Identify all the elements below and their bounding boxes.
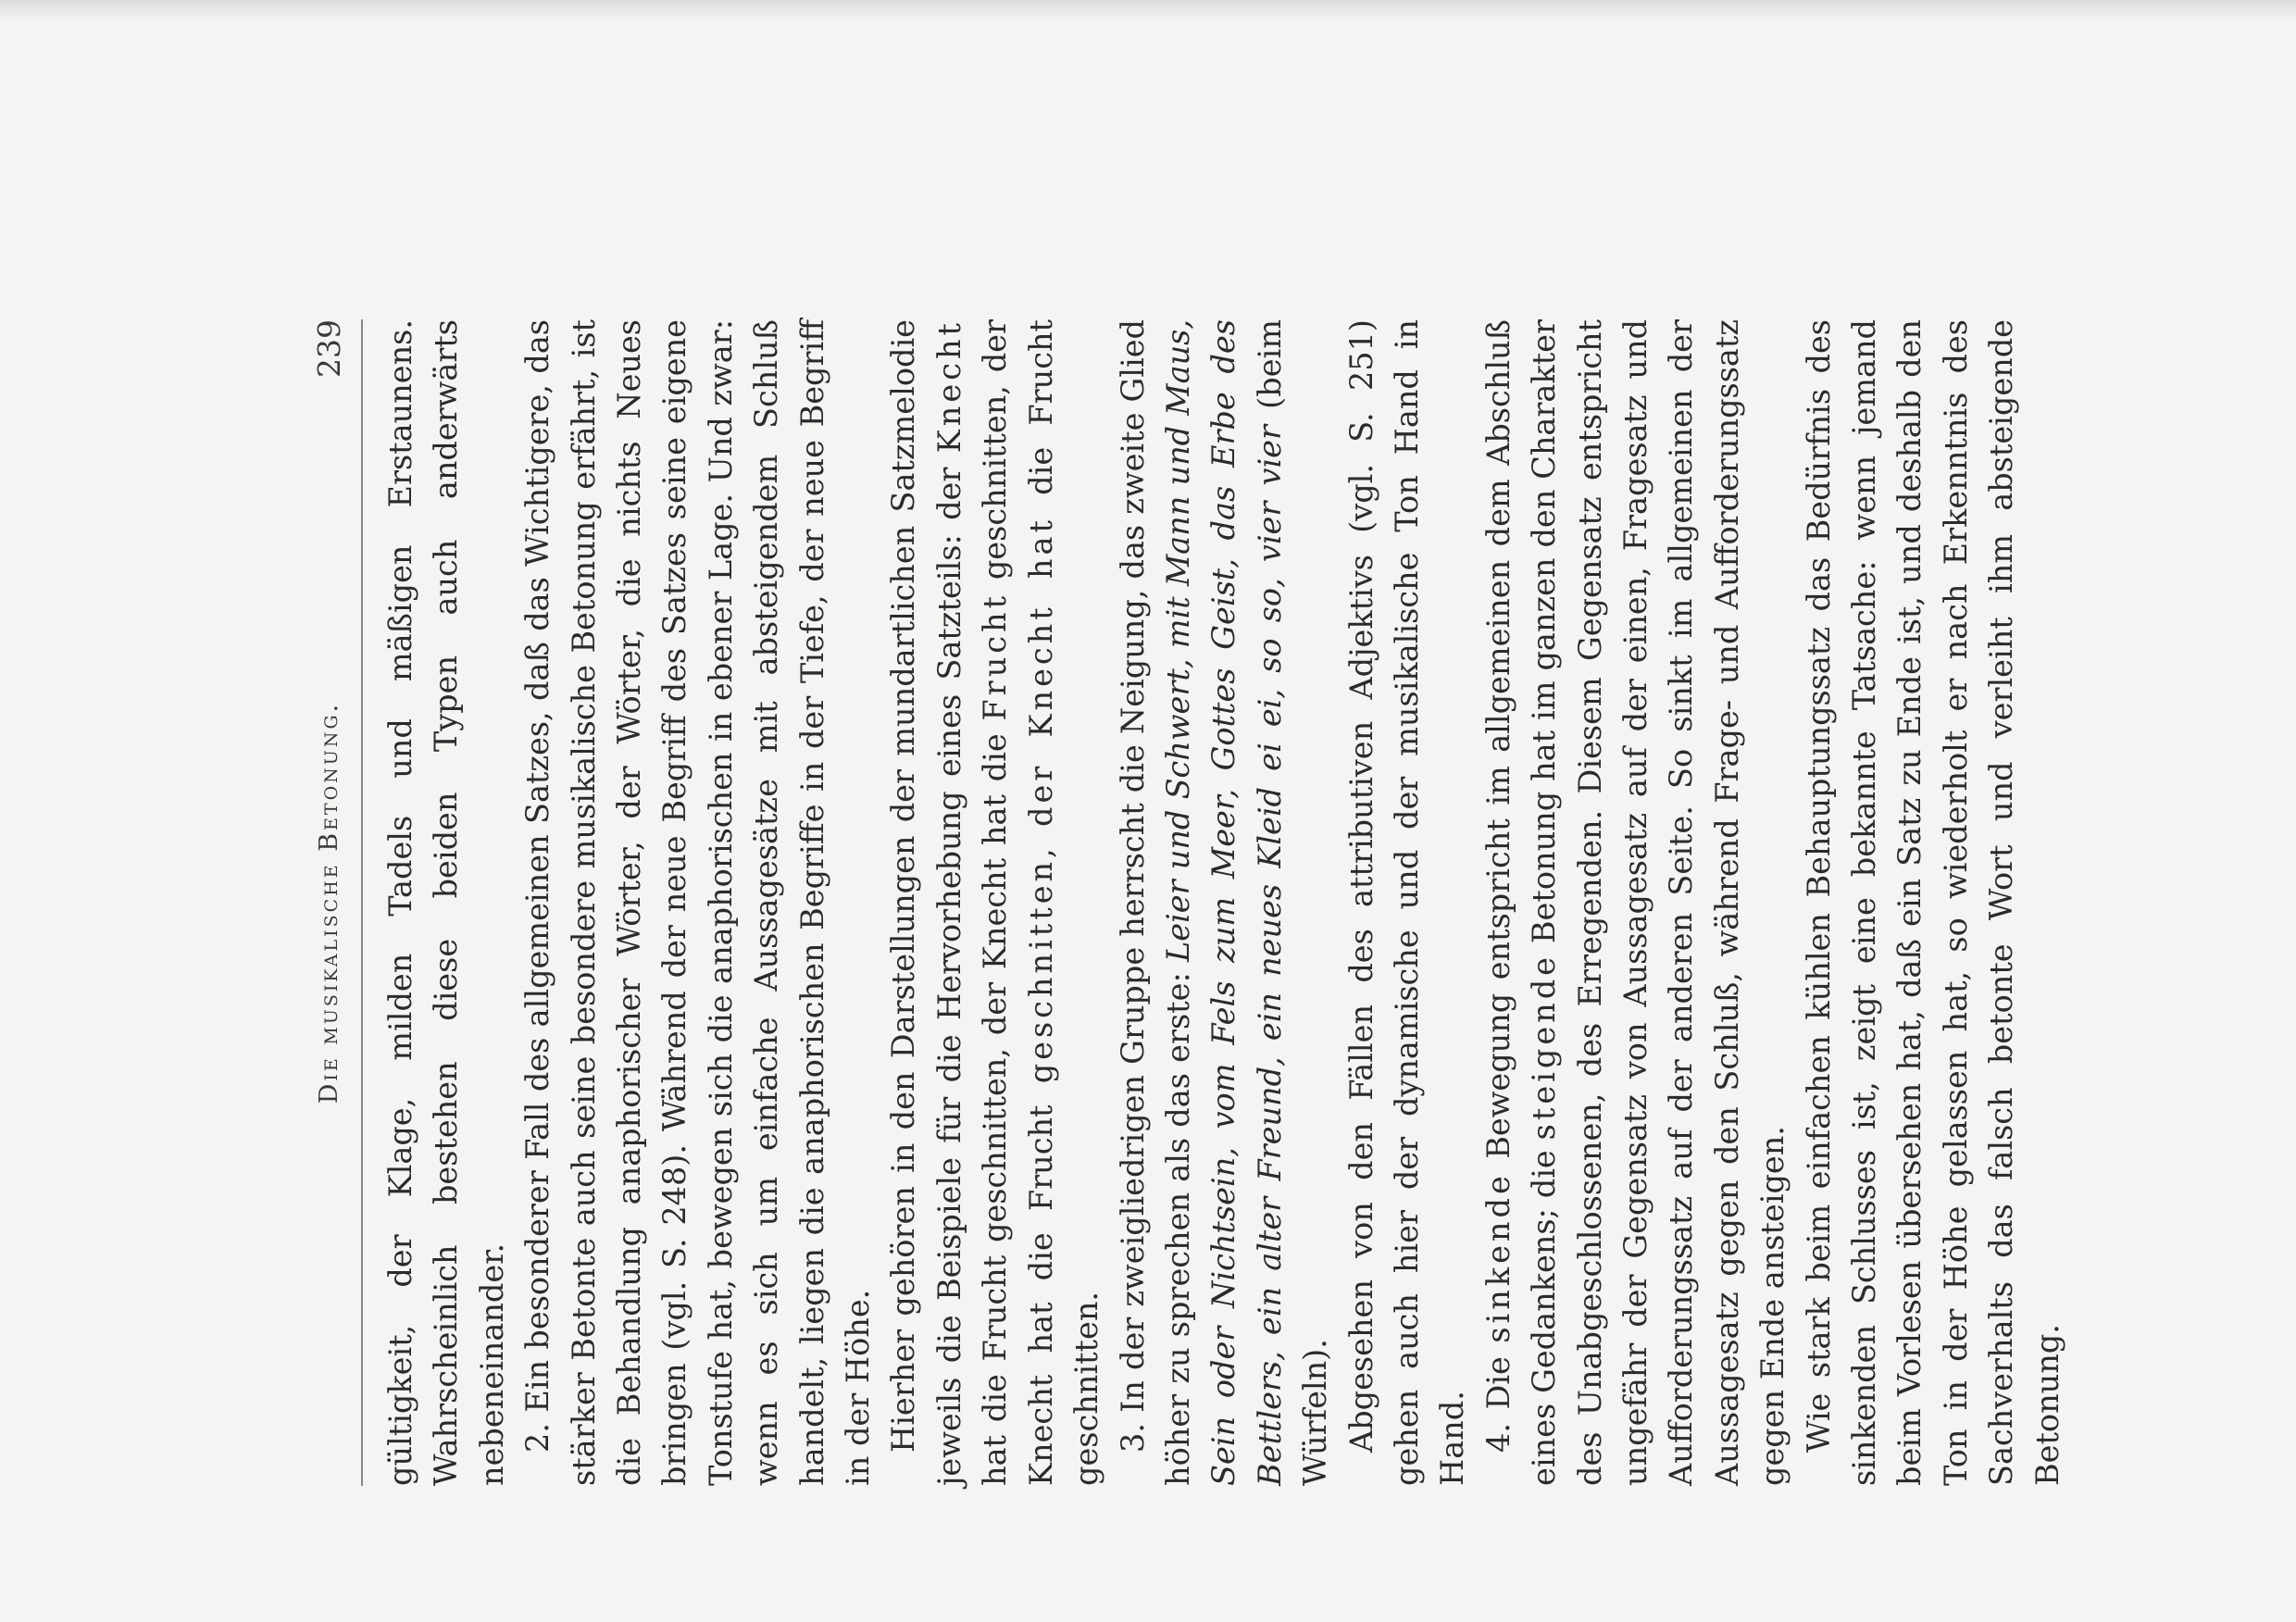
text-run: Abgesehen von den Fällen des attributiven Adjektivs (vgl. S. 251) gehen auch hier der dynamische und der musikalische Ton Hand in Hand. — [1342, 319, 1471, 1486]
spaced-text: steigende — [1526, 954, 1563, 1141]
body-text — [378, 319, 2070, 1486]
text-run: (beim Würfeln). — [1251, 319, 1334, 1486]
scan-edge — [0, 0, 2296, 20]
text-run: gültigkeit, der Klage, milden Tadels und mäßigen Erstaunens. Wahrscheinlich bestehen diese beiden Typen auch anderwärts nebeneinander. — [382, 319, 510, 1486]
paragraph — [880, 319, 1109, 1486]
paragraph — [1339, 319, 1476, 1486]
text-run: Hierher gehören in den Darstellungen der mundartlichen Satzmelodie jeweils die Beispiele für die Hervorhebung eines Satzteils: der — [885, 319, 967, 1486]
paragraph — [515, 319, 880, 1486]
spaced-text: Knecht — [930, 319, 967, 454]
page-header — [306, 319, 363, 1486]
text-run: , — [1022, 827, 1059, 858]
text-run: 4. Die — [1479, 1342, 1516, 1453]
spaced-text: geschnitten — [1022, 857, 1059, 1084]
running-head: Die musikalische Betonung. — [315, 701, 343, 1104]
book-page — [306, 319, 2065, 1486]
page-number: 239 — [311, 319, 347, 378]
spaced-text: Frucht — [977, 592, 1014, 721]
text-run: hat die Frucht geschnitten, der Knecht hat die — [977, 720, 1014, 1486]
text-run: Betonung hat im ganzen den Charakter des Unabgeschlossenen, des Erregenden. Diesem Gegensatz entspricht ungefähr der Gegensatz von Aussagesatz auf der einen, Fragesatz und Aufforderungssatz auf der anderen Seite. So sinkt im allgemeinen der Aussagesatz gegen den Schluß, während Frage- und Aufforderungssatz gegen Ende ansteigen. — [1526, 319, 1791, 1486]
text-run: 2. Ein besonderer Fall des allgemeinen Satzes, daß das Wichtigere, das stärker Betonte auch seine besondere musikalische Betonung erfährt, ist die Behandlung anaphorischer Wörter, der Wörter, die nichts Neues bringen (vgl. S. 248). Während der neue Begriff des Satzes seine eigene Tonstufe hat, bewegen sich die anaphorischen in ebener Lage. Und zwar: wenn es sich um einfache Aussagesätze mit absteigendem Schluß handelt, liegen die anaphorischen Begriffe in der Tiefe, der neue Begriff in der Höhe. — [519, 319, 877, 1486]
text-run: Bewegung entspricht im allgemeinen dem Abschluß eines Gedankens; die — [1479, 319, 1563, 1486]
text-run: Wie stark beim einfachen kühlen Behauptungssatz das Bedürfnis des sinkenden Schlusses ist, zeigt eine bekannte Tatsache: wenn jemand beim Vorlesen übersehen hat, daß ein Satz zu Ende ist, und deshalb den Ton in der Höhe gelassen hat, so wiederholt er nach Erkenntnis des Sachverhalts das falsch betonte Wort und verleiht ihm absteigende Betonung. — [1800, 319, 2065, 1486]
paragraph — [378, 319, 515, 1486]
italic-text: Leier und Schwert, mit Mann und Maus, Sein oder Nichtsein, vom Fels zum Meer, Gottes Geist, das Erbe des Bettlers, ein alter Freund, ein neues Kleid ei ei, so so, vier vier — [1159, 319, 1288, 1486]
text-run: die Frucht geschnitten. — [1022, 319, 1105, 1486]
text-run: geschnitten, der Knecht hat die Frucht — [977, 319, 1059, 1486]
paragraph — [1796, 319, 2070, 1486]
spaced-text: sinkende — [1479, 1172, 1516, 1343]
paragraph — [1476, 319, 1796, 1486]
paragraph — [1110, 319, 1339, 1486]
text-run: 3. In der zweigliedrigen Gruppe herrscht die Neigung, das zweite Glied höher zu sprechen als das erste: — [1114, 319, 1196, 1486]
spaced-text: der Knecht hat — [1022, 517, 1059, 827]
